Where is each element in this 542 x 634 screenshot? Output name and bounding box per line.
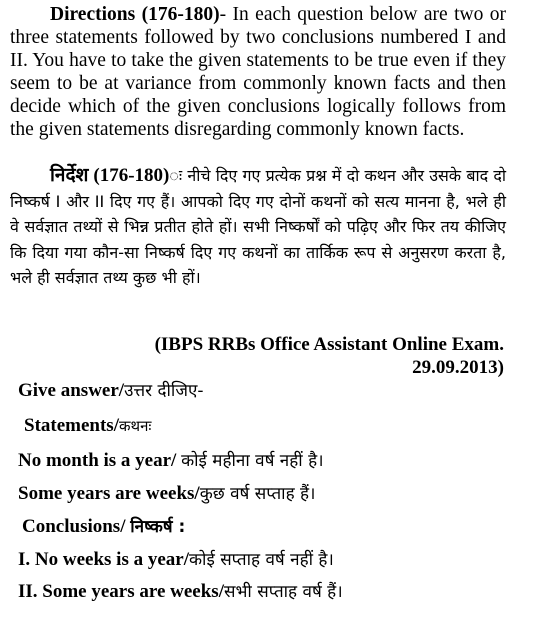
statement-1-en: No month is a year/ [18,450,182,471]
statement-2-en: Some years are weeks/ [18,483,200,504]
conclusions-label-hi: निष्कर्ष : [130,517,186,537]
statements-heading [24,414,151,438]
conclusion-1 [18,548,334,572]
statements-label-en: Statements/ [24,415,119,436]
statement-1 [18,449,324,473]
directions-label: Directions (176-180) [50,4,220,25]
conclusions-heading [22,515,185,539]
statement-2-hi: कुछ वर्ष सप्ताह हैं। [199,484,316,504]
give-answer-en: Give answer/ [18,380,125,401]
conclusion-2-en: II. Some years are weeks/ [18,581,224,602]
conclusion-2-hi: सभी सप्ताह वर्ष हैं। [223,582,343,602]
exam-source [44,333,504,379]
statement-1-hi: कोई महीना वर्ष नहीं है। [181,451,324,471]
conclusion-1-en: I. No weeks is a year/ [18,549,189,570]
conclusion-2 [18,580,343,604]
give-answer-line [18,379,203,403]
directions-text: - In each question below are two or three statements followed by two conclusions numbered I and II. You have to take the given statements to be true even if they seem to be at variance from commonly known facts and then decide which of the given conclusions logically follows from the given statements disregarding commonly known facts. [10,4,506,140]
exam-source-name: (IBPS RRBs Office Assistant Online Exam. [154,334,504,355]
give-answer-hi: उत्तर दीजिए- [124,381,204,401]
conclusions-label-en: Conclusions/ [22,516,131,537]
exam-source-date: 29.09.2013) [412,357,504,378]
directions-english [10,3,506,141]
conclusion-1-hi: कोई सप्ताह वर्ष नहीं है। [188,550,334,570]
statements-label-hi: कथनः [118,417,152,435]
directions-hindi-label: निर्देश (176-180) [50,165,170,186]
directions-hindi-text: ः नीचे दिए गए प्रत्येक प्रश्न में दो कथन और उसके बाद दो निष्कर्ष I और II दिए गए हैं। आपको दिए गए दोनों कथनों को सत्य मानना है, भले ही वे सर्वज्ञात तथ्यों से भिन्न प्रतीत होते हों। सभी निष्कर्षों को पढ़िए और फिर तय कीजिए कि दिया गया कौन-सा निष्कर्ष दिए गए कथनों का तार्किक रूप से अनुसरण करता है, भले ही सर्वज्ञात तथ्य कुछ भी हों। [10,166,506,287]
directions-hindi [10,163,506,291]
statement-2 [18,482,315,506]
